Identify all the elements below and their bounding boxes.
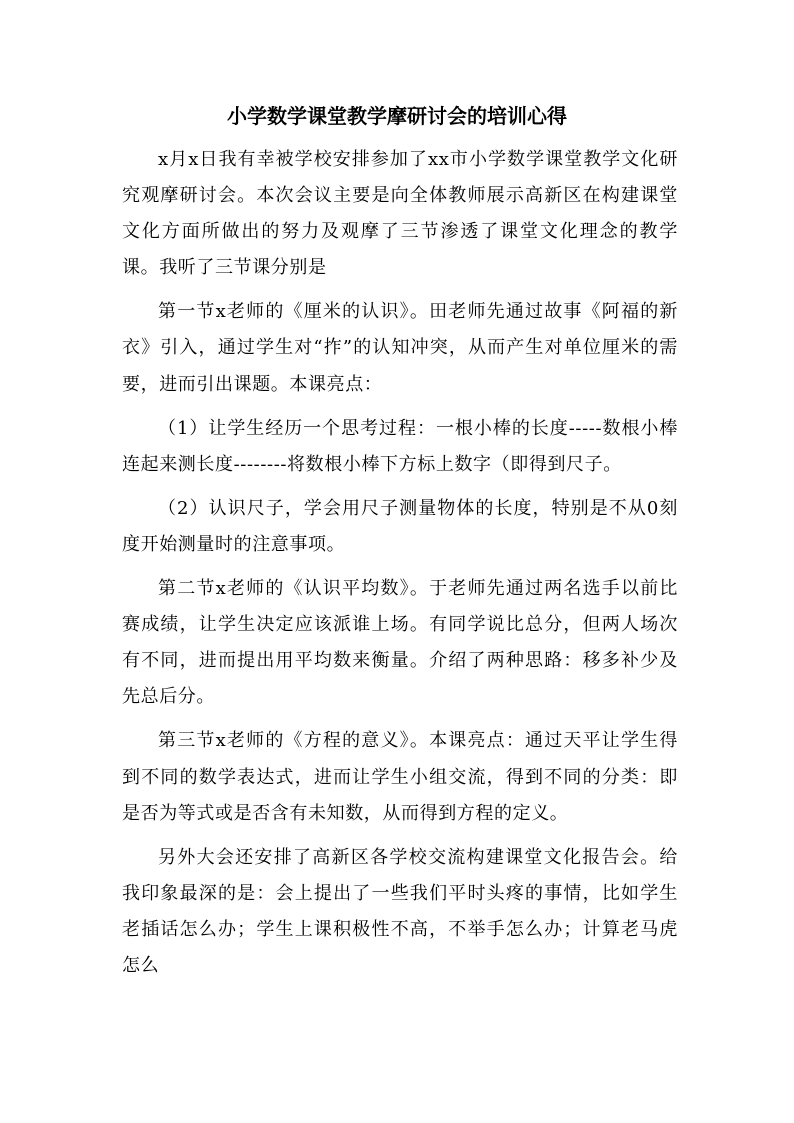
document-title: 小学数学课堂教学摩研讨会的培训心得	[227, 104, 567, 128]
paragraph-lesson-three: 第三节x老师的《方程的意义》。本课亮点：通过天平让学生得到不同的数学表达式，进而让学生小组交流，得到不同的分类：即是否为等式或是否含有未知数，从而得到方程的定义。	[122, 730, 678, 824]
paragraph-lesson-one: 第一节x老师的《厘米的认识》。田老师先通过故事《阿福的新衣》引入，通过学生对“拃”的认知冲突，从而产生对单位厘米的需要，进而引出课题。本课亮点：	[122, 301, 678, 395]
paragraph-lesson-two: 第二节x老师的《认识平均数》。于老师先通过两名选手以前比赛成绩，让学生决定应该派谁上场。有同学说比总分，但两人场次有不同，进而提出用平均数来衡量。介绍了两种思路：移多补少及先总后分。	[122, 578, 678, 708]
paragraph-intro: x月x日我有幸被学校安排参加了xx市小学数学课堂教学文化研究观摩研讨会。本次会议主要是向全体教师展示高新区在构建课堂文化方面所做出的努力及观摩了三节渗透了课堂文化理念的教学课。我听了三节课分别是	[122, 149, 678, 279]
document-body	[122, 142, 678, 984]
paragraph-highlight-one: （1）让学生经历一个思考过程：一根小棒的长度-----数根小棒连起来测长度--------将数根小棒下方标上数字（即得到尺子。	[122, 417, 678, 475]
paragraph-highlight-two: （2）认识尺子，学会用尺子测量物体的长度，特别是不从0刻度开始测量时的注意事项。	[122, 497, 678, 555]
paragraph-conference-report: 另外大会还安排了高新区各学校交流构建课堂文化报告会。给我印象最深的是：会上提出了一些我们平时头疼的事情，比如学生老插话怎么办；学生上课积极性不高，不举手怎么办；计算老马虎怎么	[122, 846, 678, 976]
